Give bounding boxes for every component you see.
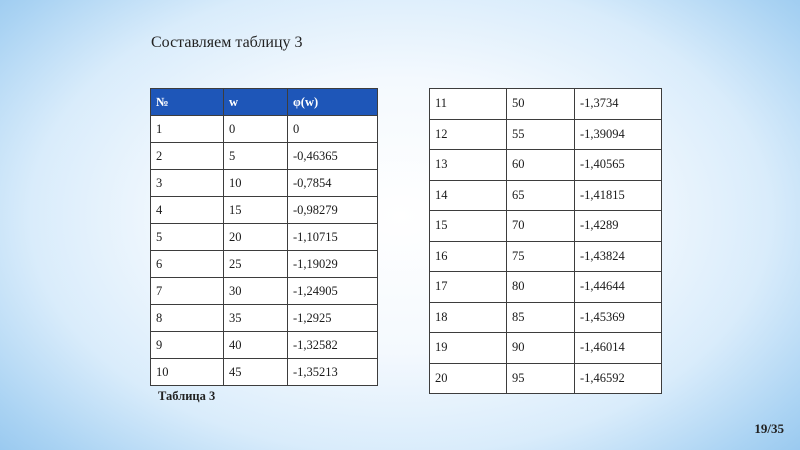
cell-phi: -1,4289	[575, 211, 662, 242]
cell-phi: -1,46592	[575, 363, 662, 394]
header-phi-w: φ(w)	[288, 89, 378, 116]
table-row	[430, 241, 662, 272]
cell-w: 40	[224, 332, 288, 359]
table-row	[151, 116, 378, 143]
header-number: №	[151, 89, 224, 116]
cell-phi: -1,19029	[288, 251, 378, 278]
table-row	[151, 251, 378, 278]
table-3-part-2	[429, 88, 662, 394]
cell-number: 17	[430, 272, 507, 303]
cell-w: 5	[224, 143, 288, 170]
table-row	[430, 89, 662, 120]
cell-w: 15	[224, 197, 288, 224]
cell-w: 35	[224, 305, 288, 332]
cell-number: 1	[151, 116, 224, 143]
table-row	[430, 302, 662, 333]
table-header-row	[151, 89, 378, 116]
cell-w: 60	[507, 150, 575, 181]
table-row	[430, 211, 662, 242]
table-row	[151, 359, 378, 386]
cell-w: 85	[507, 302, 575, 333]
table-row	[430, 333, 662, 364]
cell-w: 10	[224, 170, 288, 197]
cell-phi: -1,24905	[288, 278, 378, 305]
table-row	[151, 197, 378, 224]
cell-w: 65	[507, 180, 575, 211]
cell-phi: -1,39094	[575, 119, 662, 150]
table-row	[430, 150, 662, 181]
cell-number: 7	[151, 278, 224, 305]
cell-w: 25	[224, 251, 288, 278]
cell-phi: -0,46365	[288, 143, 378, 170]
cell-number: 18	[430, 302, 507, 333]
cell-phi: -0,7854	[288, 170, 378, 197]
cell-phi: -1,45369	[575, 302, 662, 333]
table-row	[151, 224, 378, 251]
cell-w: 20	[224, 224, 288, 251]
cell-number: 16	[430, 241, 507, 272]
header-w: w	[224, 89, 288, 116]
table-row	[151, 305, 378, 332]
cell-number: 15	[430, 211, 507, 242]
table-row	[430, 272, 662, 303]
cell-w: 75	[507, 241, 575, 272]
cell-w: 70	[507, 211, 575, 242]
cell-phi: -1,32582	[288, 332, 378, 359]
table-row	[151, 170, 378, 197]
cell-w: 55	[507, 119, 575, 150]
table-row	[430, 119, 662, 150]
table-3-part-1	[150, 88, 378, 386]
cell-phi: -1,46014	[575, 333, 662, 364]
table-row	[430, 180, 662, 211]
cell-number: 19	[430, 333, 507, 364]
table-row	[430, 363, 662, 394]
cell-number: 11	[430, 89, 507, 120]
cell-phi: -1,40565	[575, 150, 662, 181]
cell-phi: -1,35213	[288, 359, 378, 386]
cell-number: 10	[151, 359, 224, 386]
cell-number: 14	[430, 180, 507, 211]
cell-phi: -0,98279	[288, 197, 378, 224]
cell-w: 30	[224, 278, 288, 305]
cell-phi: -1,10715	[288, 224, 378, 251]
table-row	[151, 332, 378, 359]
cell-w: 45	[224, 359, 288, 386]
cell-phi: 0	[288, 116, 378, 143]
cell-number: 12	[430, 119, 507, 150]
slide-title: Составляем таблицу 3	[151, 34, 303, 51]
cell-number: 13	[430, 150, 507, 181]
cell-phi: -1,2925	[288, 305, 378, 332]
table-row	[151, 278, 378, 305]
cell-w: 90	[507, 333, 575, 364]
cell-number: 4	[151, 197, 224, 224]
page-number: 19/35	[754, 421, 784, 436]
cell-number: 2	[151, 143, 224, 170]
cell-number: 20	[430, 363, 507, 394]
cell-w: 50	[507, 89, 575, 120]
cell-number: 8	[151, 305, 224, 332]
cell-phi: -1,3734	[575, 89, 662, 120]
cell-w: 95	[507, 363, 575, 394]
cell-phi: -1,43824	[575, 241, 662, 272]
table-row	[151, 143, 378, 170]
table-caption: Таблица 3	[158, 389, 216, 403]
cell-number: 9	[151, 332, 224, 359]
cell-w: 80	[507, 272, 575, 303]
cell-number: 6	[151, 251, 224, 278]
cell-number: 5	[151, 224, 224, 251]
cell-w: 0	[224, 116, 288, 143]
cell-phi: -1,41815	[575, 180, 662, 211]
cell-number: 3	[151, 170, 224, 197]
cell-phi: -1,44644	[575, 272, 662, 303]
